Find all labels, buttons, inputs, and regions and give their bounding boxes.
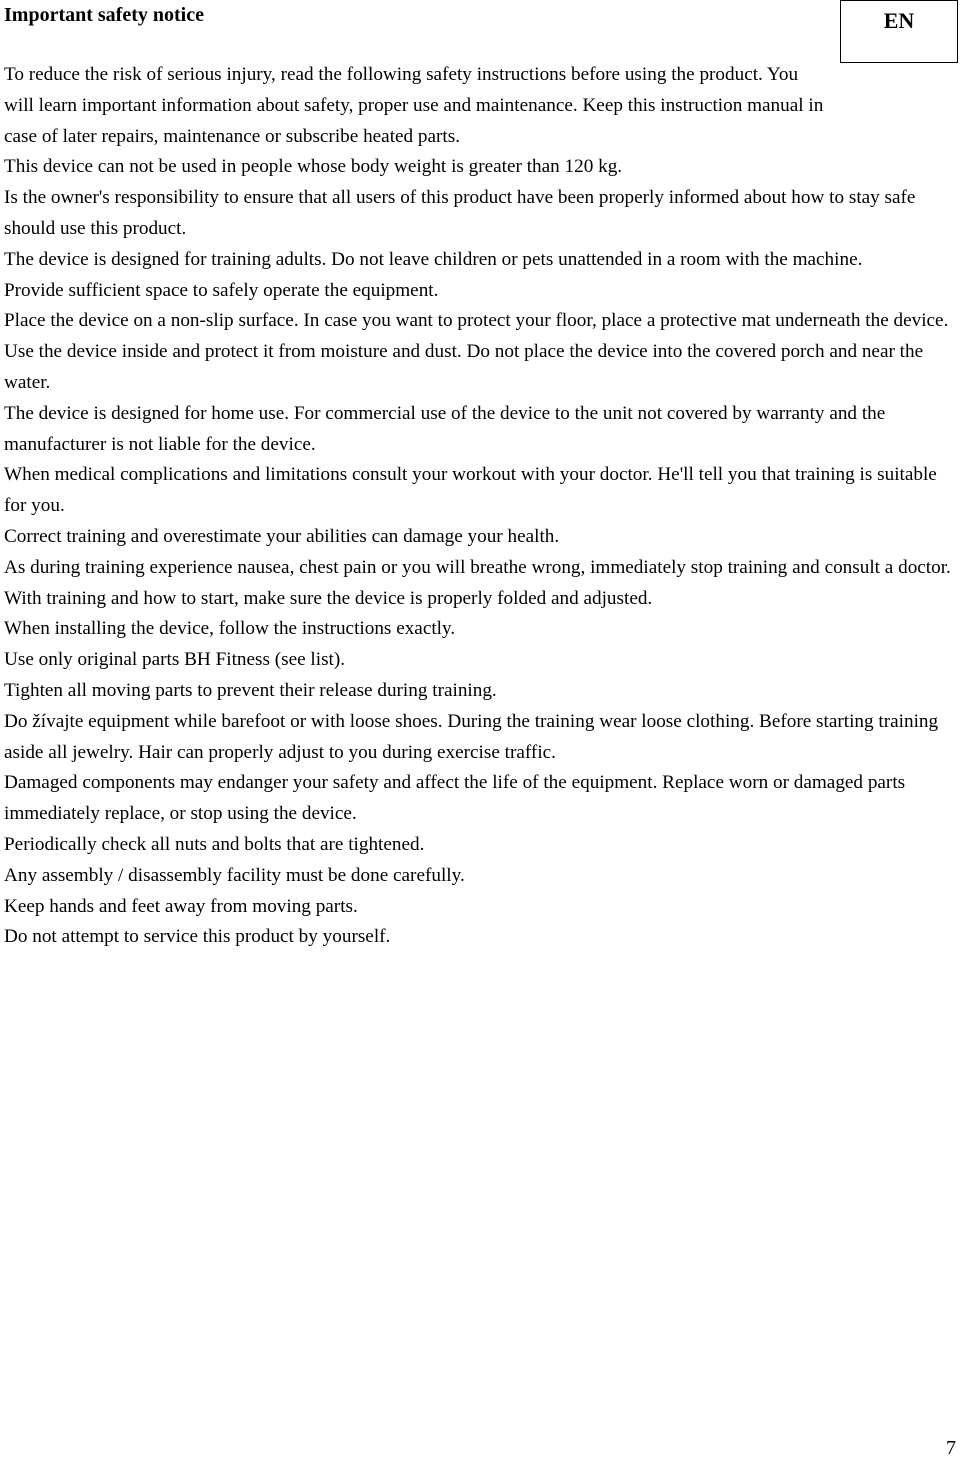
- instruction-paragraph: Tighten all moving parts to prevent their release during training.: [4, 679, 497, 701]
- page-title: Important safety notice: [4, 4, 204, 26]
- instruction-paragraph: Use the device inside and protect it from moisture and dust. Do not place the device into the covered porch and near the water.: [4, 341, 924, 393]
- instruction-paragraph: Periodically check all nuts and bolts that are tightened.: [4, 833, 425, 855]
- instruction-paragraph: To reduce the risk of serious injury, read the following safety instructions before using the product. You will learn important information about safety, proper use and maintenance. Keep this instruction manual in case of later repairs, maintenance or subscribe heated parts.: [4, 64, 824, 147]
- instruction-paragraph: Is the owner's responsibility to ensure that all users of this product have been properly informed about how to stay safe should use this product.: [4, 187, 916, 239]
- instruction-paragraph: The device is designed for training adults. Do not leave children or pets unattended in a room with the machine.: [4, 248, 863, 270]
- instruction-paragraph: Provide sufficient space to safely operate the equipment.: [4, 279, 439, 301]
- page-number: 7: [946, 1437, 956, 1459]
- instruction-paragraph: The device is designed for home use. For commercial use of the device to the unit not covered by warranty and the manufacturer is not liable for the device.: [4, 402, 886, 455]
- instruction-paragraph: Use only original parts BH Fitness (see list).: [4, 649, 346, 671]
- instruction-paragraph: Any assembly / disassembly facility must be done carefully.: [4, 864, 465, 886]
- instruction-paragraph: When medical complications and limitations consult your workout with your doctor. He'll tell you that training is suitable for you.: [4, 464, 937, 517]
- instruction-paragraph: Keep hands and feet away from moving parts.: [4, 895, 358, 917]
- instruction-paragraph: When installing the device, follow the instructions exactly.: [4, 618, 456, 640]
- instruction-paragraph: As during training experience nausea, chest pain or you will breathe wrong, immediately stop training and consult a doctor.: [4, 556, 951, 578]
- instruction-paragraph: This device can not be used in people whose body weight is greater than 120 kg.: [4, 156, 623, 178]
- safety-instructions: [4, 60, 960, 953]
- instruction-paragraph: Damaged components may endanger your safety and affect the life of the equipment. Replace worn or damaged parts immediately replace, or stop using the device.: [4, 772, 906, 825]
- instruction-paragraph: With training and how to start, make sure the device is properly folded and adjusted.: [4, 587, 653, 609]
- language-badge: EN: [840, 0, 958, 63]
- instruction-paragraph: Do not attempt to service this product by yourself.: [4, 926, 391, 948]
- instruction-paragraph: Do žívajte equipment while barefoot or with loose shoes. During the training wear loose clothing. Before starting training aside all jewelry. Hair can properly adjust to you during exercise traffic.: [4, 710, 939, 763]
- instruction-paragraph: Correct training and overestimate your abilities can damage your health.: [4, 525, 560, 547]
- instruction-paragraph: Place the device on a non-slip surface. In case you want to protect your floor, place a protective mat underneath the device.: [4, 310, 949, 332]
